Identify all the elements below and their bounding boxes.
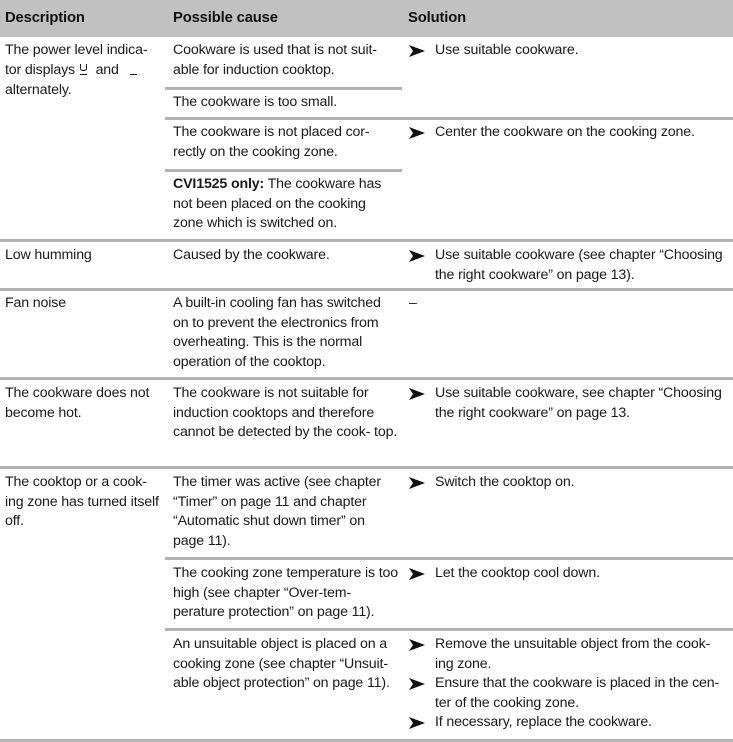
arrow-bullet-icon (409, 45, 425, 57)
solution-list (409, 123, 731, 143)
solution-text: Switch the cooktop on. (435, 474, 575, 490)
arrow-bullet-icon (409, 678, 425, 690)
arrow-bullet-icon (409, 127, 425, 139)
solution-list (409, 635, 731, 733)
solution-item (409, 41, 731, 61)
cause-text: The cookware is not placed cor- rectly on the cooking zone. (173, 124, 370, 160)
no-solution-dash: – (409, 295, 417, 311)
solution-text: Remove the unsuitable object from the cook- ing zone. (435, 636, 711, 672)
solution-item (409, 713, 731, 733)
cause-text: The cookware is too small. (173, 94, 338, 110)
cause-text: A built-in cooling fan has switched on to prevent the electronics from overheating. This is the normal operation of the cooktop. (173, 295, 381, 370)
solution-item (409, 635, 731, 674)
desc-line: alternately. (5, 82, 72, 99)
header-description: Description (5, 10, 85, 26)
solution-list (409, 564, 731, 584)
power-indicator-u-icon (79, 62, 88, 82)
header-solution: Solution (408, 10, 466, 26)
desc-text: and (95, 61, 119, 78)
solution-text: Center the cookware on the cooking zone. (435, 124, 695, 140)
solution-text: Let the cooktop cool down. (435, 565, 600, 581)
group-divider (0, 466, 733, 469)
solution-text: Use suitable cookware. (435, 42, 579, 58)
table-header (0, 0, 733, 37)
cause-text: The cookware has not been placed on the cooking zone which is switched on. (173, 176, 382, 232)
desc-line (5, 61, 165, 82)
description-fan-noise: Fan noise (5, 295, 66, 311)
solution-text: Ensure that the cookware is placed in the cen- ter of the cooking zone. (435, 675, 720, 711)
description-low-humming: Low humming (5, 247, 92, 263)
cause-text: The cooking zone temperature is too high (see chapter “Over-tem- perature protection” on page 11). (173, 565, 399, 621)
desc-line: The power level indica- (5, 42, 148, 58)
arrow-bullet-icon (409, 388, 425, 400)
arrow-bullet-icon (409, 250, 425, 262)
header-possible-cause: Possible cause (173, 10, 278, 26)
solution-list (409, 246, 731, 285)
description-turned-off: The cooktop or a cook- ing zone has turned itself off. (5, 474, 159, 530)
solution-item (409, 564, 731, 584)
cause-text: An unsuitable object is placed on a cooking zone (see chapter “Unsuit- able object protection” on page 11). (173, 636, 390, 692)
arrow-bullet-icon (409, 568, 425, 580)
cause-text: The timer was active (see chapter “Timer” on page 11 and chapter “Automatic shut down timer” on page 11). (173, 474, 381, 549)
group-divider (0, 288, 733, 291)
solution-item (409, 123, 731, 143)
solution-item (409, 473, 731, 493)
model-note-label: CVI1525 only: (173, 176, 265, 192)
solution-item (409, 384, 731, 423)
description-not-hot: The cookware does not become hot. (5, 385, 150, 421)
row-divider (165, 169, 402, 172)
power-indicator-underscore-icon (129, 62, 138, 82)
solution-item (409, 246, 731, 285)
solution-list (409, 41, 731, 61)
arrow-bullet-icon (409, 639, 425, 651)
description-power-level (5, 41, 165, 101)
group-divider (0, 377, 733, 380)
solution-text: Use suitable cookware (see chapter “Choosing the right cookware” on page 13). (435, 247, 723, 283)
arrow-bullet-icon (409, 717, 425, 729)
solution-item (409, 674, 731, 713)
group-divider (0, 239, 733, 242)
cause-text: The cookware is not suitable for induction cooktops and therefore cannot be detected by the cook- top. (173, 385, 398, 441)
row-divider (165, 87, 402, 90)
cause-text: Cookware is used that is not suit- able for induction cooktop. (173, 42, 377, 78)
cause-text-cvi1525 (173, 175, 399, 234)
row-divider (165, 628, 733, 631)
row-divider (165, 557, 733, 560)
desc-text: tor displays (5, 61, 75, 78)
solution-list (409, 473, 731, 493)
solution-list (409, 384, 731, 423)
cause-text: Caused by the cookware. (173, 247, 330, 263)
row-divider (165, 117, 733, 120)
arrow-bullet-icon (409, 477, 425, 489)
solution-text: Use suitable cookware, see chapter “Choosing the right cookware” on page 13. (435, 385, 722, 421)
solution-text: If necessary, replace the cookware. (435, 714, 652, 731)
